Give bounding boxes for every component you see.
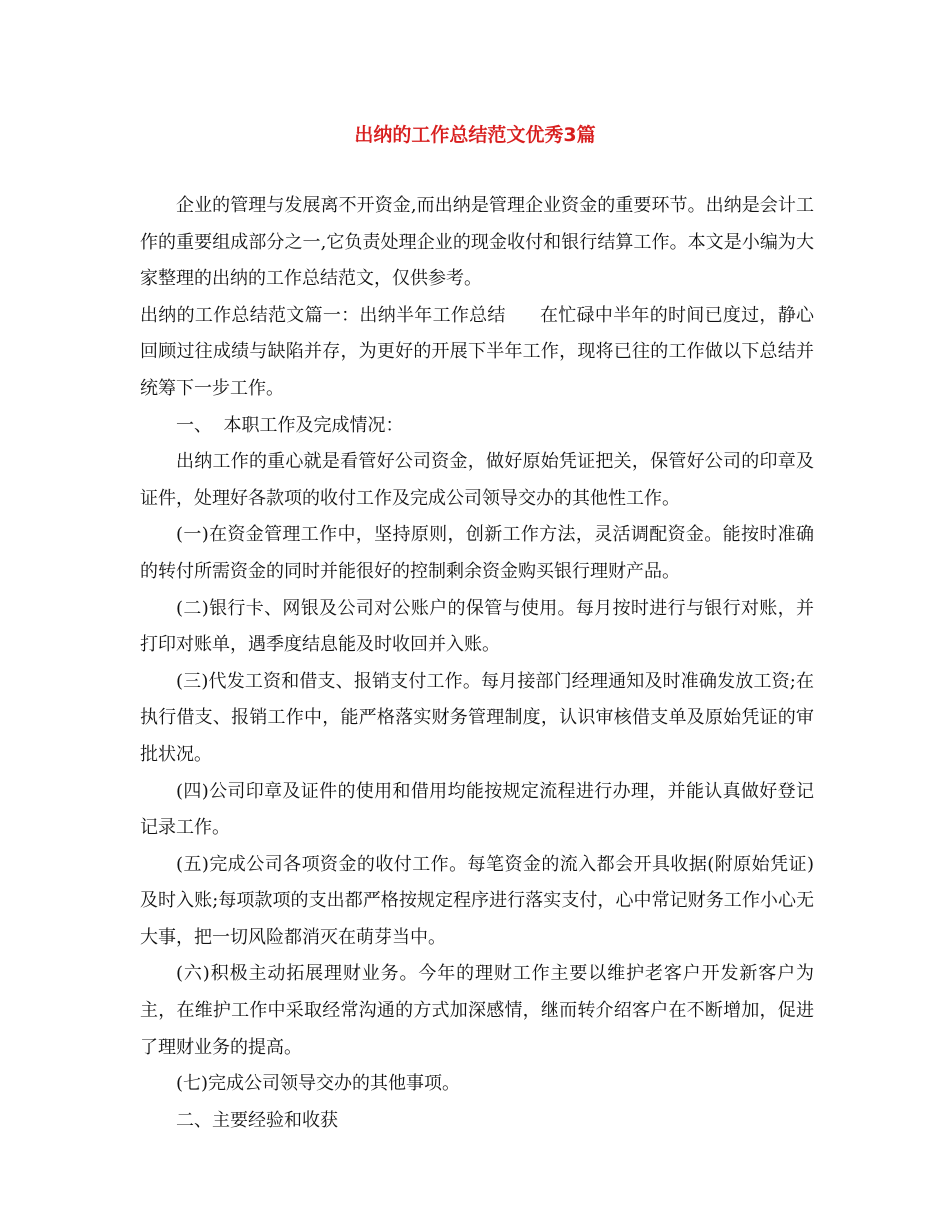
article-heading: 出纳的工作总结范文篇一：出纳半年工作总结 (140, 304, 506, 326)
article-paragraph (140, 298, 814, 408)
list-item: (三)代发工资和借支、报销支付工作。每月接部门经理通知及时准确发放工资;在执行借支、报销工作中，能严格落实财务管理制度，认识审核借支单及原始凭证的审批状况。 (140, 670, 814, 765)
list-item: (二)银行卡、网银及公司对公账户的保管与使用。每月按时进行与银行对账，并打印对账单，遇季度结息能及时收回并入账。 (140, 597, 814, 656)
list-item: (一)在资金管理工作中，坚持原则，创新工作方法，灵活调配资金。能按时准确的转付所需资金的同时并能很好的控制剩余资金购买银行理财产品。 (140, 524, 814, 582)
section-heading-1: 一、 本职工作及完成情况： (176, 414, 404, 436)
list-item: (四)公司印章及证件的使用和借用均能按规定流程进行办理，并能认真做好登记记录工作。 (140, 780, 814, 839)
intro-paragraph: 企业的管理与发展离不开资金,而出纳是管理企业资金的重要环节。出纳是会计工作的重要组成部分之一,它负责处理企业的现金收付和银行结算工作。本文是小编为大家整理的出纳的工作总结范文，仅供参考。 (140, 195, 814, 290)
list-item: (六)积极主动拓展理财业务。今年的理财工作主要以维护老客户开发新客户为主，在维护工作中采取经常沟通的方式加深感情，继而转介绍客户在不断增加，促进了理财业务的提高。 (140, 963, 814, 1058)
document-body (140, 188, 814, 1139)
article-lead: 在忙碌中半年的时间已度过，静心回顾过往成绩与缺陷并存，为更好的开展下半年工作，现将已往的工作做以下总结并统筹下一步工作。 (140, 304, 815, 399)
list-item: (七)完成公司领导交办的其他事项。 (176, 1073, 461, 1095)
list-item: (五)完成公司各项资金的收付工作。每笔资金的流入都会开具收据(附原始凭证)及时入账;每项款项的支出都严格按规定程序进行落实支付，心中常记财务工作小心无大事，把一切风险都消灭在萌芽当中。 (140, 853, 814, 948)
document-title: 出纳的工作总结范文优秀3篇 (354, 124, 596, 146)
section-1-intro: 出纳工作的重心就是看管好公司资金，做好原始凭证把关，保管好公司的印章及证件，处理好各款项的收付工作及完成公司领导交办的其他性工作。 (140, 451, 814, 509)
section-heading-2: 二、主要经验和收获 (176, 1109, 338, 1131)
